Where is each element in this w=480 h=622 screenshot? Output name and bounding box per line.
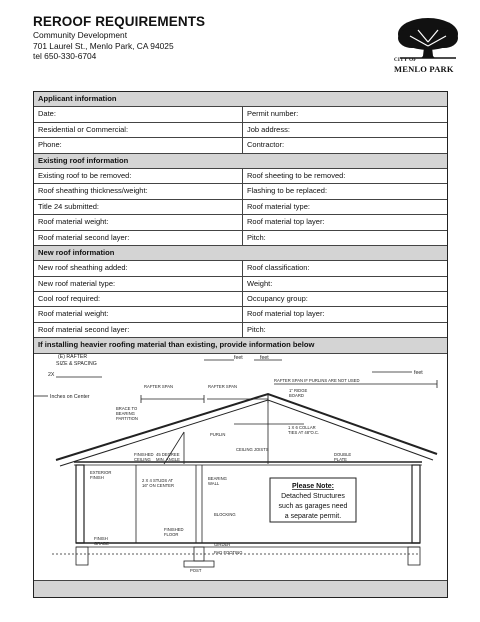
section-heavier-roofing: If installing heavier roofing material than existing, provide information below: [34, 338, 447, 353]
existing-rows: [34, 169, 447, 246]
label-finish-grade-2: GRADE: [94, 540, 109, 546]
form-field-label[interactable]: New roof sheathing added:: [34, 261, 243, 275]
label-post: POST: [190, 567, 202, 573]
form-row: [34, 107, 447, 122]
label-collar-ties-1: 1 X 6 COLLAR: [288, 424, 316, 430]
label-rafter-span-1: RAFTER SPAN: [144, 383, 174, 389]
label-2x: 2X: [48, 371, 55, 378]
label-finish-grade-1: FINISH: [94, 535, 108, 541]
label-min-angle: MIN. ANGLE: [156, 456, 180, 462]
page-header: [33, 14, 453, 84]
label-studs-2: 16" ON CENTER: [142, 482, 174, 488]
label-girder: GIRDER: [214, 541, 231, 547]
form-row: [34, 215, 447, 230]
section-applicant: Applicant information: [34, 92, 447, 107]
form-field-label[interactable]: Roof material weight:: [34, 215, 243, 229]
label-bearing-wall-2: WALL: [208, 480, 220, 486]
page-title: REROOF REQUIREMENTS: [33, 14, 206, 29]
form-field-label[interactable]: Existing roof to be removed:: [34, 169, 243, 183]
label-double-plate-1: DOUBLE: [334, 451, 352, 457]
label-collar-ties-2: TIES AT 48"O.C.: [288, 429, 320, 435]
applicant-rows: [34, 107, 447, 153]
section-new-roof: New roof information: [34, 246, 447, 261]
form-field-label[interactable]: Roof material second layer:: [34, 231, 243, 245]
department-name: Community Development: [33, 30, 128, 40]
form-field-label[interactable]: Roof material top layer:: [247, 309, 325, 319]
form-field-label[interactable]: Roof sheathing thickness/weight:: [34, 184, 243, 198]
note-line-1: Detached Structures: [281, 492, 345, 500]
label-finished-floor-1: FINISHED: [164, 526, 184, 532]
label-blocking: BLOCKING: [214, 511, 236, 517]
logo-city-of: CITY OF: [394, 58, 417, 63]
label-finished-floor-2: FLOOR: [164, 531, 179, 537]
label-rafter-size-1: (E) RAFTER: [58, 353, 88, 360]
new-rows: [34, 261, 447, 338]
label-feet-2: feet: [260, 354, 269, 361]
form-field-label[interactable]: Date:: [34, 107, 243, 121]
form-row: [34, 184, 447, 199]
form-row: [34, 200, 447, 215]
reroof-form: [33, 91, 448, 598]
label-brace-2: BEARING: [116, 410, 135, 416]
label-rafter-span-purlins: RAFTER SPAN IF PURLINS ARE NOT USED: [274, 377, 360, 383]
label-inches-on-center: Inches on Center: [50, 393, 90, 400]
label-studs-1: 2 X 4 STUDS AT: [142, 477, 174, 483]
form-field-label[interactable]: Roof classification:: [247, 263, 310, 273]
form-field-label[interactable]: Title 24 submitted:: [34, 200, 243, 214]
framing-cross-section: [34, 354, 447, 581]
form-field-label[interactable]: Roof sheeting to be removed:: [247, 170, 346, 180]
form-field-label[interactable]: Weight:: [247, 278, 273, 288]
form-row: [34, 231, 447, 246]
form-field-label[interactable]: Roof material type:: [247, 201, 310, 211]
form-field-label[interactable]: Pitch:: [247, 324, 266, 334]
form-field-label[interactable]: Roof material second layer:: [34, 323, 243, 337]
label-brace-3: PARTITION: [116, 415, 138, 421]
form-row: [34, 277, 447, 292]
address: 701 Laurel St., Menlo Park, CA 94025: [33, 40, 174, 51]
form-field-label[interactable]: Roof material weight:: [34, 307, 243, 321]
label-exterior-finish-1: EXTERIOR: [90, 469, 112, 475]
form-field-label[interactable]: Job address:: [247, 124, 290, 134]
form-field-label[interactable]: Pitch:: [247, 232, 266, 242]
label-finished-ceiling-2: CEILING: [134, 456, 151, 462]
form-row: [34, 307, 447, 322]
form-field-label[interactable]: Contractor:: [247, 140, 285, 150]
form-field-label[interactable]: Residential or Commercial:: [34, 123, 243, 137]
label-rafter-size-2: SIZE & SPACING: [56, 360, 97, 367]
label-exterior-finish-2: FINISH: [90, 474, 104, 480]
label-rafter-span-2: RAFTER SPAN: [208, 383, 238, 389]
label-finished-ceiling-1: FINISHED: [134, 451, 154, 457]
form-row: [34, 261, 447, 276]
note-line-3: a separate permit.: [284, 512, 342, 520]
label-ridge-board-2: BOARD: [289, 392, 304, 398]
label-feet-1: feet: [234, 354, 243, 361]
label-brace-1: BRACE TO: [116, 405, 138, 411]
label-ridge-board-1: 1" RIDGE: [289, 387, 308, 393]
label-pad-footing: PAD FOOTING: [214, 549, 243, 555]
note-title: Please Note:: [291, 482, 335, 490]
form-field-label[interactable]: Roof material top layer:: [247, 217, 325, 227]
form-row: [34, 323, 447, 338]
form-field-label[interactable]: Permit number:: [247, 109, 299, 119]
form-field-label[interactable]: Flashing to be replaced:: [247, 186, 328, 196]
logo-menlo-park: MENLO PARK: [394, 64, 454, 74]
form-row: [34, 169, 447, 184]
note-line-2: such as garages need: [278, 502, 348, 510]
roof-framing-diagram: [34, 354, 447, 581]
form-row: [34, 292, 447, 307]
label-bearing-wall-1: BEARING: [208, 475, 227, 481]
label-ceiling-joists: CEILING JOISTS: [236, 446, 269, 452]
form-field-label[interactable]: New roof material type:: [34, 277, 243, 291]
footer-band: [34, 581, 447, 597]
telephone: tel 650-330-6704: [33, 51, 97, 61]
section-existing-roof: Existing roof information: [34, 154, 447, 169]
label-purlin: PURLIN: [210, 431, 226, 437]
label-feet-3: feet: [414, 369, 423, 376]
form-field-label[interactable]: Phone:: [34, 138, 243, 152]
form-row: [34, 138, 447, 153]
label-45-degree: 45 DEGREE: [156, 451, 180, 457]
form-row: [34, 123, 447, 138]
form-field-label[interactable]: Cool roof required:: [34, 292, 243, 306]
form-field-label[interactable]: Occupancy group:: [247, 294, 308, 304]
label-double-plate-2: PLATE: [334, 456, 347, 462]
